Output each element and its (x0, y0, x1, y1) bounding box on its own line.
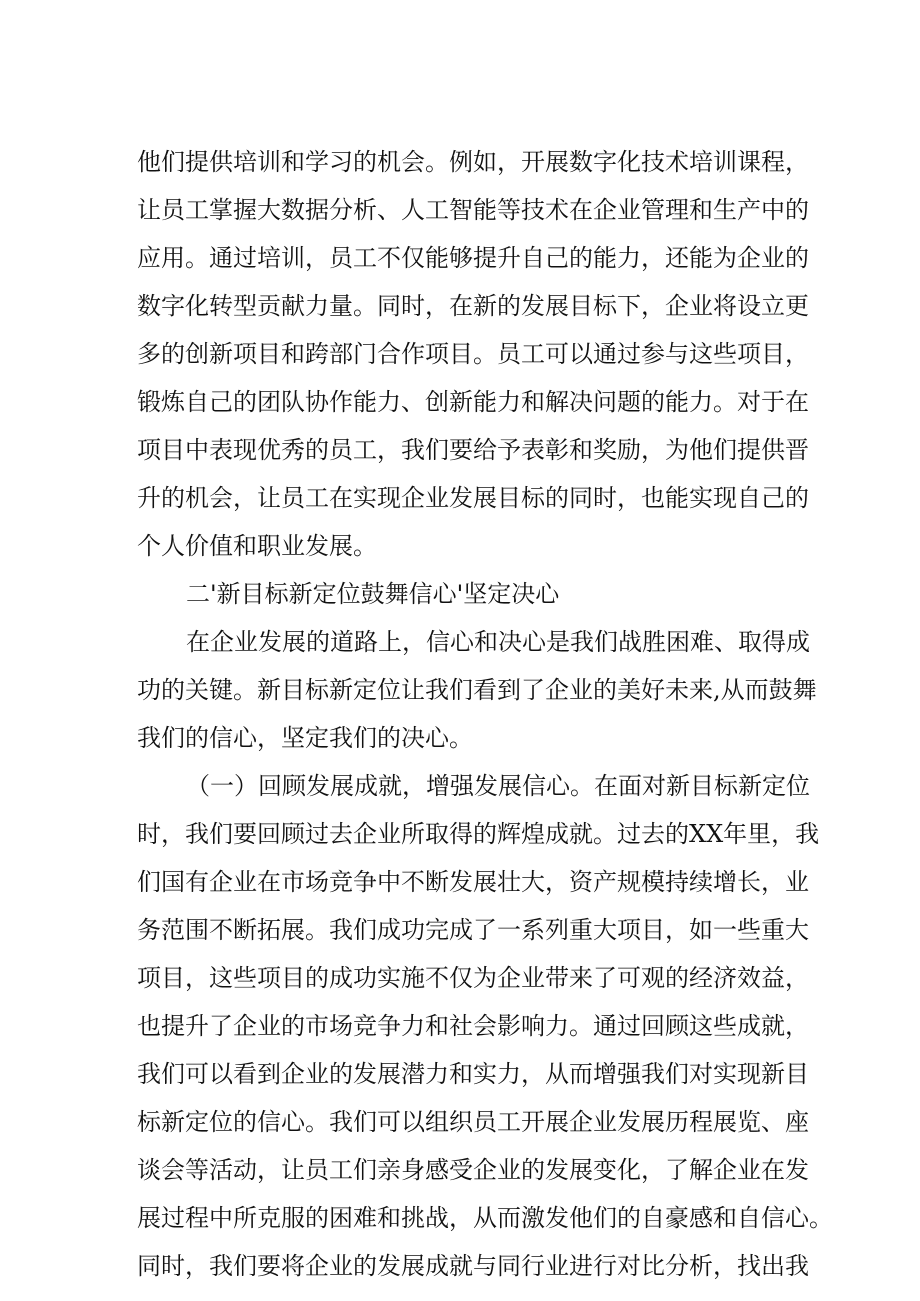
paragraph-3-line-6: 也提升了企业的市场竞争力和社会影响力。通过回顾这些成就， (137, 1012, 809, 1040)
paragraph-1-line-2: 让员工掌握大数据分析、人工智能等技术在企业管理和生产中的 (137, 196, 809, 224)
paragraph-1-line-3: 应用。通过培训，员工不仅能够提升自己的能力，还能为企业的 (137, 244, 809, 272)
paragraph-2-line-1: 在企业发展的道路上，信心和决心是我们战胜困难、取得成 (186, 628, 810, 656)
paragraph-1-line-5: 多的创新项目和跨部门合作项目。员工可以通过参与这些项目， (137, 340, 809, 368)
paragraph-3-line-5: 项目，这些项目的成功实施不仅为企业带来了可观的经济效益， (137, 964, 809, 992)
paragraph-1-line-8: 升的机会，让员工在实现企业发展目标的同时，也能实现自己的 (137, 484, 809, 512)
paragraph-3-line-4: 务范围不断拓展。我们成功完成了一系列重大项目，如一些重大 (137, 916, 809, 944)
paragraph-1-line-7: 项目中表现优秀的员工，我们要给予表彰和奖励，为他们提供晋 (137, 436, 809, 464)
paragraph-3-line-2: 时，我们要回顾过去企业所取得的辉煌成就。过去的XX年里，我 (137, 820, 820, 848)
paragraph-1-line-1: 他们提供培训和学习的机会。例如，开展数字化技术培训课程， (137, 148, 809, 176)
section-heading: 二'新目标新定位鼓舞信心'坚定决心 (186, 580, 560, 608)
paragraph-1-line-6: 锻炼自己的团队协作能力、创新能力和解决问题的能力。对于在 (137, 388, 809, 416)
paragraph-3-line-11: 同时，我们要将企业的发展成就与同行业进行对比分析，找出我 (137, 1252, 809, 1280)
paragraph-1-line-4: 数字化转型贡献力量。同时，在新的发展目标下，企业将设立更 (137, 292, 809, 320)
paragraph-3-line-9: 谈会等活动，让员工们亲身感受企业的发展变化，了解企业在发 (137, 1156, 809, 1184)
paragraph-3-line-10: 展过程中所克服的困难和挑战，从而激发他们的自豪感和自信心。 (137, 1204, 833, 1232)
paragraph-3-line-8: 标新定位的信心。我们可以组织员工开展企业发展历程展览、座 (137, 1108, 809, 1136)
paragraph-3-line-1: （一）回顾发展成就，增强发展信心。在面对新目标新定位 (186, 772, 810, 800)
paragraph-3-line-3: 们国有企业在市场竞争中不断发展壮大，资产规模持续增长，业 (137, 868, 809, 896)
paragraph-2-line-3: 我们的信心，坚定我们的决心。 (137, 724, 473, 752)
paragraph-2-line-2: 功的关键。新目标新定位让我们看到了企业的美好未来,从而鼓舞 (137, 676, 817, 704)
paragraph-3-line-7: 我们可以看到企业的发展潜力和实力，从而增强我们对实现新目 (137, 1060, 809, 1088)
paragraph-1-line-9: 个人价值和职业发展。 (137, 532, 377, 560)
